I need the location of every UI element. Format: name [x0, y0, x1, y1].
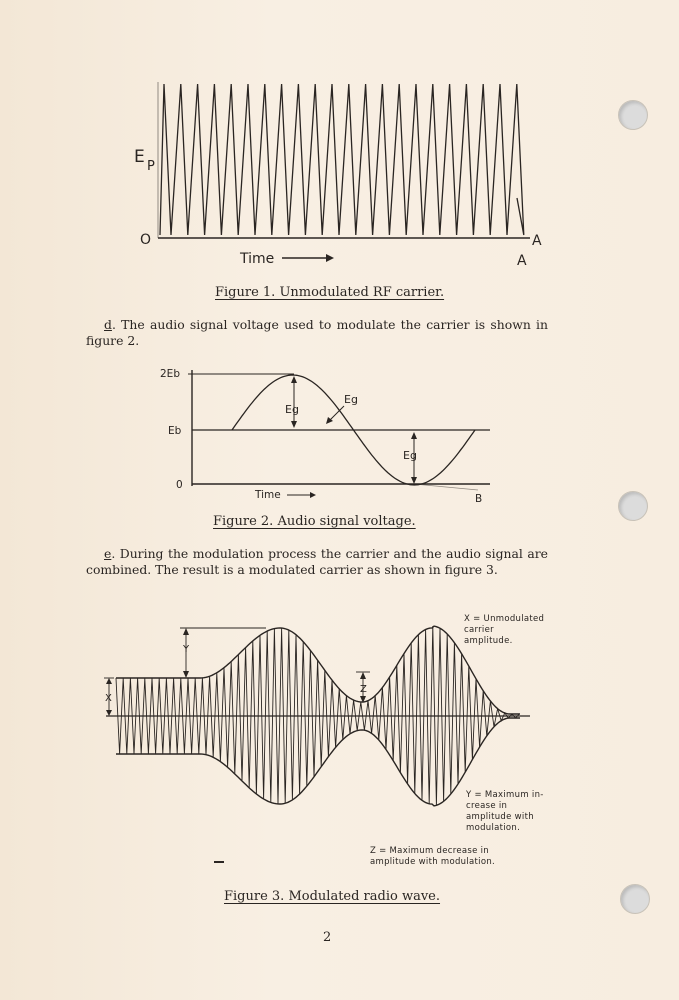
paragraph-e-lead: e — [104, 546, 112, 561]
fig1-end-marker-below: A — [517, 253, 527, 269]
fig3-z-label: Z — [360, 684, 367, 695]
fig3-note-y: Y = Maximum in- crease in amplitude with modulation. — [466, 790, 544, 833]
paragraph-d-text: . The audio signal voltage used to modulate the carrier is shown in figure 2. — [86, 317, 548, 348]
fig2-eg-label-curve: Eg — [344, 393, 358, 406]
carrier-waveform — [160, 84, 524, 235]
fig2-eg-arrow-positive — [291, 376, 297, 428]
binder-hole-top — [618, 100, 648, 130]
figure-2-audio-signal — [160, 362, 500, 512]
paragraph-d — [86, 317, 548, 349]
fig2-tick-eb: Eb — [168, 425, 182, 437]
fig3-x-label: X — [105, 693, 112, 704]
page-number: 2 — [323, 930, 332, 945]
fig2-eg-pointer — [326, 406, 344, 424]
figure-1-rf-carrier — [120, 70, 560, 275]
fig2-tick-zero: 0 — [176, 479, 183, 491]
fig1-x-label: Time — [240, 251, 275, 267]
figure-2-caption: Figure 2. Audio signal voltage. — [213, 514, 416, 529]
fig2-time-arrow — [287, 492, 316, 498]
fig2-eg-label-positive: Eg — [285, 403, 299, 416]
paragraph-e — [86, 546, 548, 578]
stray-mark — [214, 861, 224, 863]
fig3-note-x: X = Unmodulated carrier amplitude. — [464, 614, 545, 646]
fig3-note-z: Z = Maximum decrease in amplitude with modulation. — [370, 846, 496, 867]
binder-hole-bottom — [620, 884, 650, 914]
fig1-origin: O — [140, 232, 152, 248]
fig1-y-label: E — [134, 147, 145, 167]
paragraph-d-lead: d — [104, 317, 112, 332]
fig1-time-arrow — [282, 254, 334, 262]
fig2-eg-label-negative: Eg — [403, 449, 417, 462]
fig2-tick-2eb: 2Eb — [160, 368, 180, 380]
paragraph-e-text: . During the modulation process the carrier and the audio signal are combined. The result is a modulated carrier as shown in figure 3. — [86, 546, 548, 577]
fig2-x-label: Time — [255, 489, 281, 501]
fig2-end-marker: B — [475, 493, 483, 505]
figure-1-caption: Figure 1. Unmodulated RF carrier. — [215, 285, 445, 300]
fig3-y-label: Y — [183, 644, 190, 655]
fig1-end-marker: A — [532, 233, 542, 249]
binder-hole-middle — [618, 491, 648, 521]
fig1-y-label-sub: P — [147, 159, 155, 174]
figure-3-caption: Figure 3. Modulated radio wave. — [224, 889, 441, 904]
